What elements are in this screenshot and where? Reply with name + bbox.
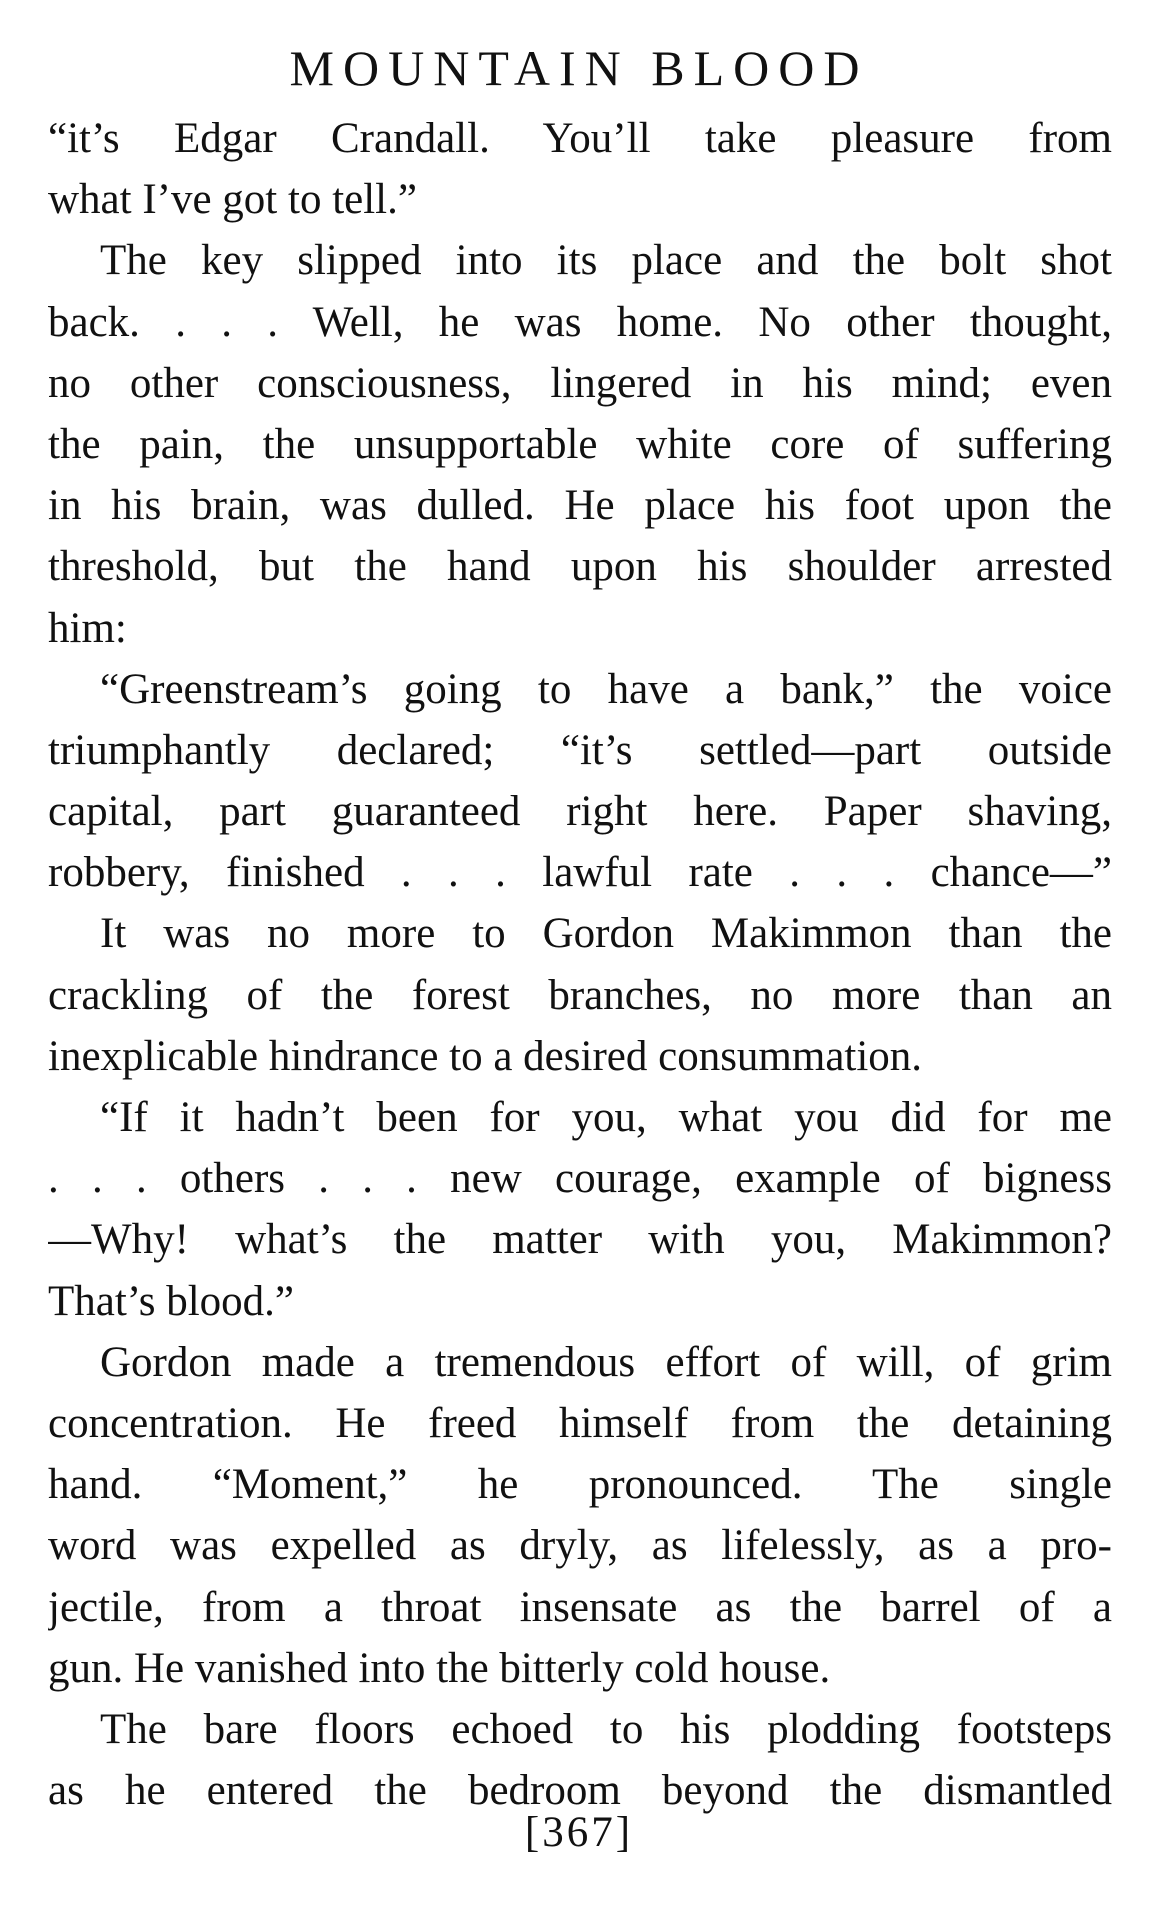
text-line: “Greenstream’s going to have a bank,” the voice [100,665,1112,713]
text-line: That’s blood.” [48,1277,295,1325]
text-line: “If it hadn’t been for you, what you did for me [100,1094,1112,1141]
text-line: no other consciousness, lingered in his mind; even [48,359,1112,407]
running-head: MOUNTAIN BLOOD [289,40,869,96]
text-line: back. . . . Well, he was home. No other thought, [48,298,1112,346]
text-line: The bare floors echoed to his plodding footsteps [100,1705,1112,1753]
body-text [48,108,1112,1821]
text-line: in his brain, was dulled. He place his foot upon the [48,482,1112,530]
page-number: [367] [524,1809,634,1856]
text-line: hand. “Moment,” he pronounced. The single [48,1461,1112,1509]
text-line: triumphantly declared; “it’s settled—part outside [48,726,1112,774]
text-line: word was expelled as dryly, as lifelessly, as a pro- [48,1522,1112,1570]
text-line: “it’s Edgar Crandall. You’ll take pleasure from [48,115,1112,162]
text-line: concentration. He freed himself from the detaining [48,1399,1112,1447]
text-line: robbery, finished . . . lawful rate . . . chance—” [48,849,1112,897]
text-line: Gordon made a tremendous effort of will, of grim [100,1338,1112,1386]
text-line: . . . others . . . new courage, example of bigness [48,1155,1112,1203]
text-line: as he entered the bedroom beyond the dismantled [48,1767,1112,1815]
text-line: The key slipped into its place and the bolt shot [100,237,1112,285]
text-line: what I’ve got to tell.” [48,176,417,224]
text-line: inexplicable hindrance to a desired consummation. [48,1032,923,1080]
text-line: It was no more to Gordon Makimmon than the [100,910,1112,958]
text-line: jectile, from a throat insensate as the barrel of a [48,1583,1112,1631]
text-line: threshold, but the hand upon his shoulder arrested [48,543,1112,591]
text-line: capital, part guaranteed right here. Paper shaving, [48,788,1112,836]
text-line: crackling of the forest branches, no more than an [48,971,1112,1019]
text-line: —Why! what’s the matter with you, Makimmon? [48,1216,1112,1264]
text-line: him: [48,604,127,652]
text-line: gun. He vanished into the bitterly cold house. [48,1644,831,1692]
text-line: the pain, the unsupportable white core of suffering [48,420,1112,468]
